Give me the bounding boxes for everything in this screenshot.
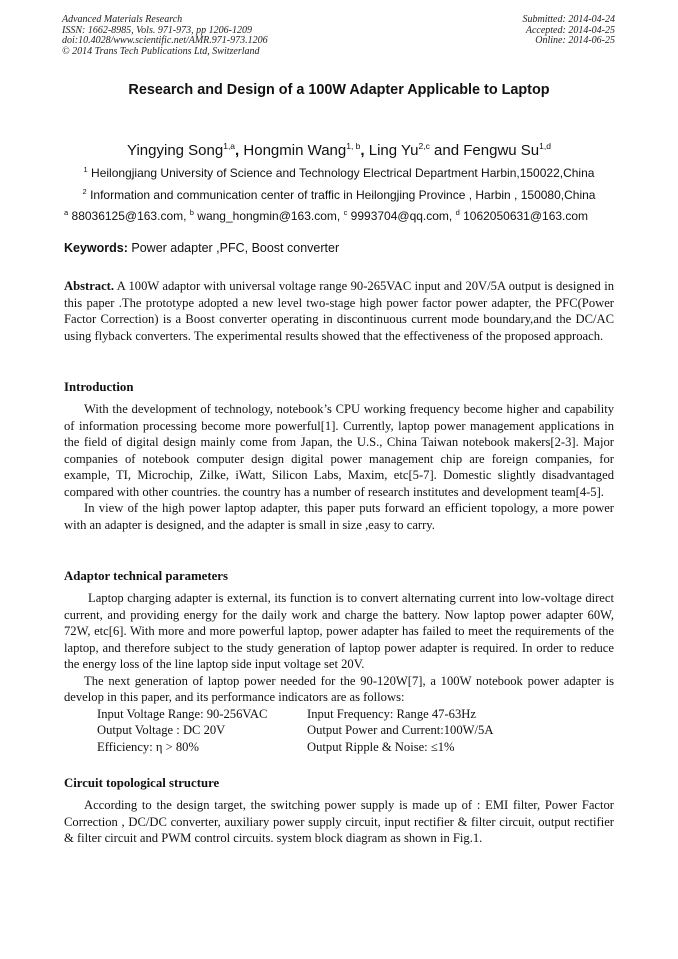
author-separator: , <box>235 142 244 159</box>
keywords <box>64 241 339 255</box>
section-heading-parameters: Adaptor technical parameters <box>64 569 228 583</box>
email-mark: c <box>343 208 348 217</box>
author-emails <box>64 208 624 223</box>
keywords-label: Keywords: <box>64 241 128 255</box>
circuit-body <box>64 797 614 847</box>
author-affil-mark: 1,a <box>223 141 236 151</box>
affiliation-mark: 2 <box>82 187 87 196</box>
paragraph: With the development of technology, notebook’s CPU working frequency become higher and capability of information processing become more powerful[1]. Currently, laptop power management applications in the field of digital design mainly come from Japan, the U.S., China Taiwan notebook makers[2-3]. Major companies of notebook computer design digital power management chip are foreign companies, for example, TI, Microchip, Zilke, iWatt, Silicon Labs, Maxim, etc[5-7]. Domestic slightly disadvantaged compared with other countries. the country has a number of research institutes and development team[4-5]. <box>64 402 614 499</box>
submitted-date: Submitted: 2014-04-24 <box>522 14 615 25</box>
author-affil-mark: 2,c <box>418 141 430 151</box>
paragraph: The next generation of laptop power needed for the 90-120W[7], a 100W notebook power adapter is develop in this paper, and its performance indicators are as follows: <box>64 673 614 704</box>
submission-dates <box>523 15 616 47</box>
spec-row <box>97 722 493 739</box>
email-text: 1062050631@163.com <box>463 209 589 223</box>
accepted-date: Accepted: 2014-04-25 <box>525 24 615 36</box>
abstract <box>64 278 614 344</box>
online-date: Online: 2014-06-25 <box>535 35 615 46</box>
parameters-body <box>64 590 614 755</box>
author-separator: , <box>360 142 369 159</box>
paragraph: Laptop charging adapter is external, its function is to convert alternating current into low-voltage direct current, and providing energy for the daily work and charge the battery. Now laptop power adapter 60W, 72W, etc[6]. With more and more powerful laptop, power adapter has failed to meet the requirements of the laptop, and therefore subject to the study generation of laptop power adapter is required. In order to reduce the energy loss of the line laptop side input voltage set 20V. <box>64 591 614 671</box>
email-text: 88036125@163.com, <box>71 209 190 223</box>
journal-info <box>62 15 268 57</box>
abstract-text: A 100W adaptor with universal voltage range 90-265VAC input and 20V/5A output is designed in this paper .The prototype adopted a new level two-stage high power factor power adapter, the PFC(Power Factor Correction) is a Boost converter operating in discontinuous current mode boundary,and the DC/AC using flyback converters. The experimental results showed that the effectiveness of the proposed approach. <box>64 279 614 343</box>
email-mark: b <box>189 208 194 217</box>
author-affil-mark: 1, b <box>346 141 361 151</box>
author-name: Fengwu Su <box>463 142 540 159</box>
author-name: Hongmin Wang <box>243 142 347 159</box>
paragraph: In view of the high power laptop adapter, this paper puts forward an efficient topology, a more power with an adapter is designed, and the adapter is small in size ,easy to carry. <box>64 501 614 532</box>
section-heading-circuit: Circuit topological structure <box>64 776 220 790</box>
journal-name: Advanced Materials Research <box>62 14 183 25</box>
keywords-text: Power adapter ,PFC, Boost converter <box>127 241 340 255</box>
spec-cell: Output Voltage : DC 20V <box>97 723 226 737</box>
introduction-body <box>64 401 614 533</box>
spec-cell: Output Ripple & Noise: ≤1% <box>307 739 455 754</box>
paragraph: According to the design target, the switching power supply is made up of : EMI filter, Power Factor Correction , DC/DC converter, auxiliary power supply circuit, input rectifier & filter circuit, output rectifier & filter circuit and PWM control circuits. system block diagram as shown in Fig.1. <box>64 798 614 845</box>
affiliation-2 <box>0 187 678 202</box>
spec-cell: Input Voltage Range: 90-256VAC <box>97 706 268 721</box>
spec-row <box>97 739 493 756</box>
journal-copyright: © 2014 Trans Tech Publications Ltd, Switzerland <box>62 45 260 57</box>
author-list <box>0 141 678 159</box>
email-mark: d <box>455 208 460 217</box>
author-name: Yingying Song <box>127 142 224 159</box>
spec-cell: Efficiency: η > 80% <box>97 739 199 754</box>
spec-cell: Input Frequency: Range 47-63Hz <box>307 706 476 721</box>
journal-issn: ISSN: 1662-8985, Vols. 971-973, pp 1206-1209 <box>62 24 252 36</box>
author-separator: and <box>429 142 464 159</box>
spec-row <box>97 706 493 723</box>
email-text: 9993704@qq.com, <box>350 209 456 223</box>
journal-doi: doi:10.4028/www.scientific.net/AMR.971-973.1206 <box>62 35 268 46</box>
section-heading-introduction: Introduction <box>64 380 134 394</box>
author-affil-mark: 1,d <box>539 141 551 151</box>
paper-title: Research and Design of a 100W Adapter Applicable to Laptop <box>128 82 550 98</box>
abstract-label: Abstract. <box>64 279 115 293</box>
email-mark: a <box>64 208 69 217</box>
affiliation-text: Information and communication center of traffic in Heilongjing Province , Harbin , 150080,China <box>90 188 596 202</box>
affiliation-text: Heilongjiang University of Science and Technology Electrical Department Harbin,150022,China <box>91 166 595 180</box>
spec-cell: Output Power and Current:100W/5A <box>307 723 494 737</box>
affiliation-1 <box>0 165 678 180</box>
email-text: wang_hongmin@163.com, <box>197 209 344 223</box>
spec-table <box>97 706 493 756</box>
affiliation-mark: 1 <box>83 165 88 174</box>
author-name: Ling Yu <box>368 142 419 159</box>
